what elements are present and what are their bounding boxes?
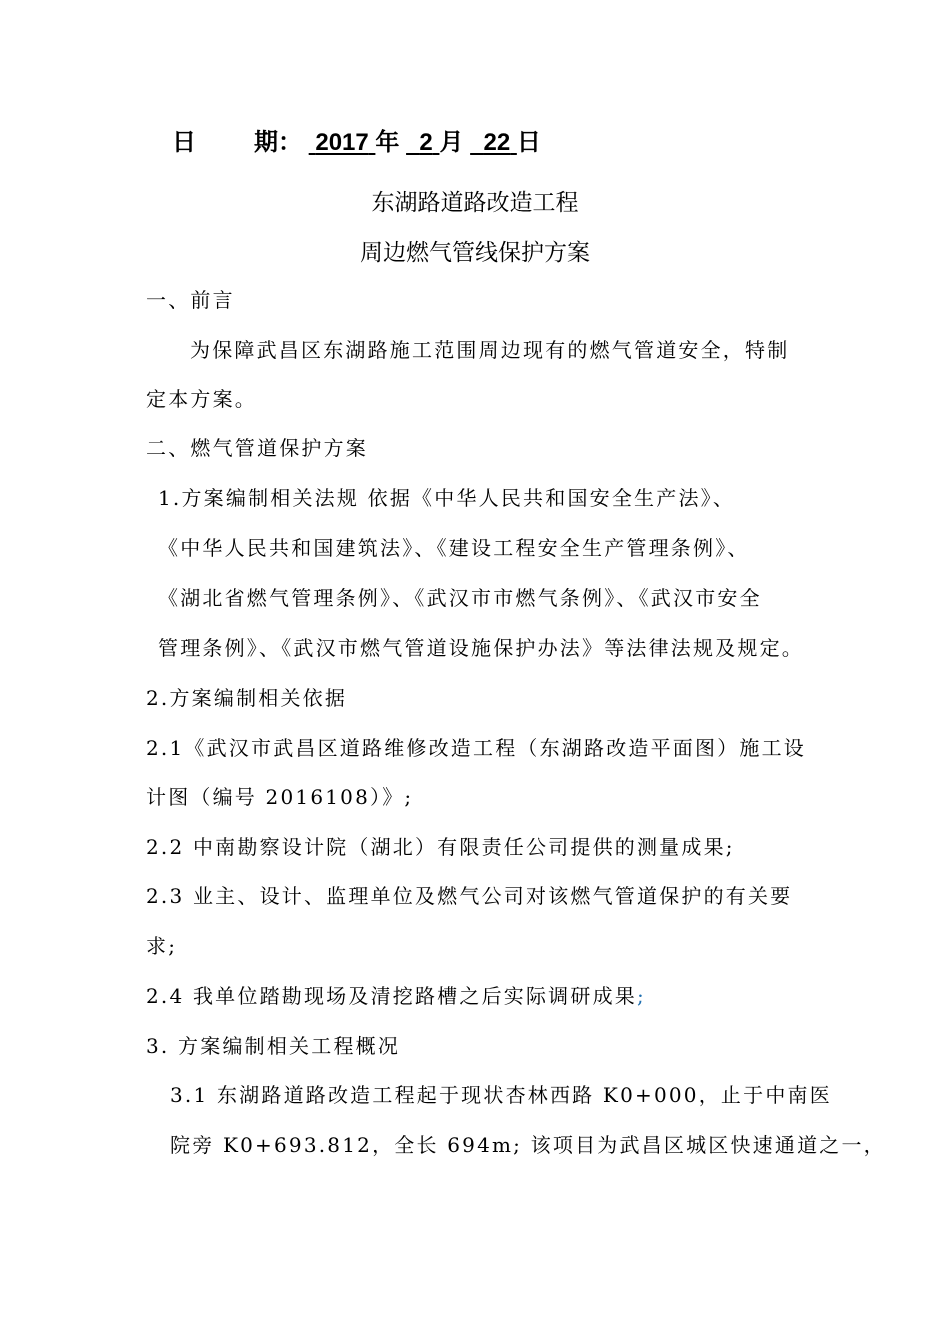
- date-line: [172, 122, 541, 157]
- section2-heading: 二、燃气管道保护方案: [146, 436, 368, 460]
- date-day-unit: 日: [516, 129, 541, 156]
- document-title-line1: 东湖路道路改造工程: [371, 189, 579, 215]
- item1-line1: 1.方案编制相关法规 依据《中华人民共和国安全生产法》、: [158, 486, 736, 510]
- item3-1-line2: 院旁 K0+693.812，全长 694m; 该项目为武昌区城区快速通道之一，: [170, 1133, 886, 1157]
- intro-line1: 为保障武昌区东湖路施工范围周边现有的燃气管道安全，特制: [190, 338, 790, 362]
- intro-line2: 定本方案。: [146, 387, 257, 411]
- item2-4-punct: ;: [636, 984, 646, 1008]
- item3-heading: 3. 方案编制相关工程概况: [146, 1034, 401, 1058]
- item1-line2: 《中华人民共和国建筑法》、《建设工程安全生产管理条例》、: [158, 536, 750, 560]
- item1-line3: 《湖北省燃气管理条例》、《武汉市市燃气条例》、《武汉市安全: [158, 586, 762, 610]
- item2-1-line1: 2.1《武汉市武昌区道路维修改造工程（东湖路改造平面图）施工设: [146, 736, 807, 760]
- item2-2: 2.2 中南勘察设计院（湖北）有限责任公司提供的测量成果;: [146, 835, 735, 859]
- date-day: 22: [483, 129, 511, 156]
- section1-heading: 一、前言: [146, 288, 235, 312]
- item3-1-line1: 3.1 东湖路道路改造工程起于现状杏林西路 K0+000，止于中南医: [170, 1083, 832, 1107]
- date-month-unit: 月: [439, 129, 464, 156]
- document-title-line2: 周边燃气管线保护方案: [360, 239, 590, 265]
- item2-4: 2.4 我单位踏勘现场及清挖路槽之后实际调研成果;: [146, 984, 646, 1008]
- date-label-ri: 日: [172, 129, 196, 156]
- item2-3-line1: 2.3 业主、设计、监理单位及燃气公司对该燃气管道保护的有关要: [146, 884, 793, 908]
- date-year-unit: 年: [375, 129, 400, 156]
- item1-line4: 管理条例》、《武汉市燃气管道设施保护办法》等法律法规及规定。: [158, 636, 804, 660]
- item2-heading: 2.方案编制相关依据: [146, 686, 348, 710]
- date-year: 2017: [315, 129, 369, 156]
- date-month: 2: [419, 129, 433, 156]
- item2-3-line2: 求;: [146, 934, 178, 958]
- item2-1-line2: 计图（编号 2016108）》;: [146, 785, 414, 809]
- date-label-qi: 期：: [254, 129, 302, 156]
